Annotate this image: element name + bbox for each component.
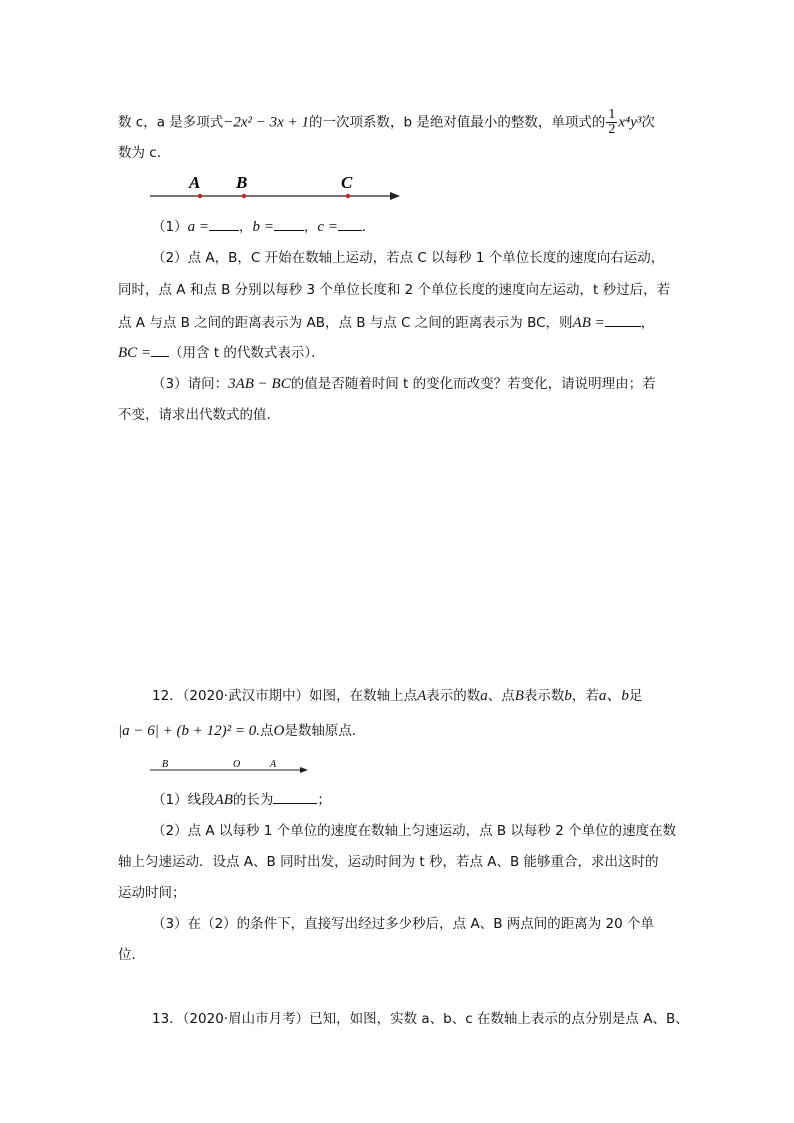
q12-part3-line2: 位． xyxy=(118,947,145,963)
blank-a[interactable] xyxy=(209,216,239,231)
q12-number-line xyxy=(148,756,312,778)
label-o: O xyxy=(233,759,241,770)
label-a: A xyxy=(189,173,201,192)
point-a-dot xyxy=(198,194,202,198)
q11-part3-line2: 不变，请求出代数式的值． xyxy=(118,407,280,423)
blank-ab-length[interactable] xyxy=(273,789,317,804)
label-b: B xyxy=(162,759,169,770)
arrow-head xyxy=(390,192,400,200)
point-c-dot xyxy=(346,194,350,198)
q12-line2: |a − 6| + (b + 12)² = 0.点O是数轴原点． xyxy=(118,723,366,739)
q11-intro-line2: 数为 c． xyxy=(118,145,171,161)
q12-part2-line2: 轴上匀速运动．设点 A、B 同时出发，运动时间为 t 秒，若点 A、B 能够重合，求出这时的 xyxy=(118,854,659,870)
label-a: A xyxy=(270,759,277,770)
q12-part1: （1）线段AB的长为 ； xyxy=(152,789,331,810)
q11-part2-line1: （2）点 A，B，C 开始在数轴上运动，若点 C 以每秒 1 个单位长度的速度向右运动， xyxy=(152,250,665,266)
q12-part3-line1: （3）在（2）的条件下，直接写出经过多少秒后，点 A、B 两点间的距离为 20 个单 xyxy=(152,916,655,932)
label-b: B xyxy=(236,173,248,192)
q11-part2-line3: 点 A 与点 B 之间的距离表示为 AB，点 B 与点 C 之间的距离表示为 BC，则AB = ， xyxy=(118,312,654,333)
label-c: C xyxy=(341,173,353,192)
arrow-head xyxy=(300,767,308,773)
q11-number-line xyxy=(148,170,408,206)
q12-part2-line3: 运动时间； xyxy=(118,885,186,901)
q11-part2-line2: 同时，点 A 和点 B 分别以每秒 3 个单位长度和 2 个单位长度的速度向左运动，t 秒过后，若 xyxy=(118,282,671,298)
point-b-dot xyxy=(242,194,246,198)
q11-intro-line1: 数 c，a 是多项式−2x² − 3x + 1的一次项系数，b 是绝对值最小的整数，单项式的 $\frac{1}{2}$ x⁴y³次 xyxy=(118,107,655,137)
blank-ab[interactable] xyxy=(605,312,641,327)
polynomial: −2x² − 3x + 1 xyxy=(223,114,309,131)
monomial: x⁴y³ xyxy=(618,114,642,131)
q11-part3-line1: （3）请问：3AB − BC的值是否随着时间 t 的变化而改变？若变化，请说明理由；若 xyxy=(152,376,656,392)
q11-part1: （1）a = ，b = ，c = ． xyxy=(152,216,375,237)
q11-part2-line4: BC = （用含 t 的代数式表示）． xyxy=(118,342,325,363)
equation: |a − 6| + (b + 12)² = 0. xyxy=(118,723,260,739)
q13-line1: 13．（2020·眉山市月考）已知，如图，实数 a、b、c 在数轴上表示的点分别是点 A、B、 xyxy=(152,1011,689,1027)
blank-b[interactable] xyxy=(274,216,304,231)
q12-header: 12．（2020·武汉市期中）如图，在数轴上点A表示的数a、点B表示数b，若a、b足 xyxy=(152,688,643,704)
q12-part2-line1: （2）点 A 以每秒 1 个单位的速度在数轴上匀速运动，点 B 以每秒 2 个单位的速度在数 xyxy=(152,823,677,839)
blank-c[interactable] xyxy=(338,216,362,231)
fraction-half: $\frac{1}{2}$ xyxy=(608,107,616,137)
blank-bc[interactable] xyxy=(151,342,169,357)
